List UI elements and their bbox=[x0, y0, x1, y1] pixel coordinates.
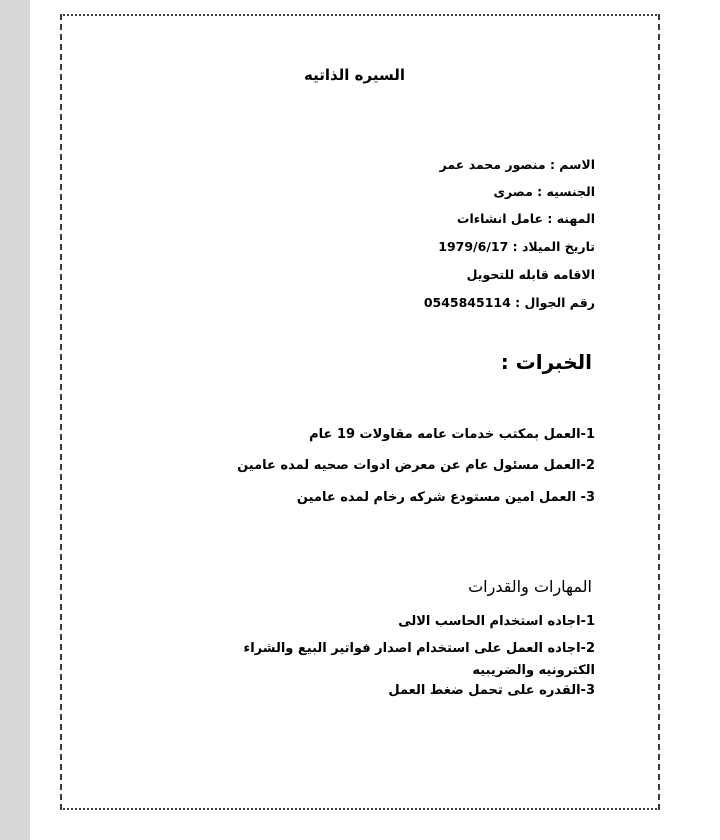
info-birthdate: تاريخ الميلاد : 1979/6/17 bbox=[438, 239, 595, 254]
experience-item: 2-العمل مسئول عام عن معرض ادوات صحيه لمده عامين bbox=[237, 458, 595, 473]
skill-item: 2-اجاده العمل على استخدام اصدار فواتير البيع والشراء الكترونيه والضريبيه bbox=[243, 641, 595, 678]
info-mobile: رقم الجوال : 0545845114 bbox=[423, 295, 595, 310]
skills-heading: المهارات والقدرات bbox=[468, 577, 592, 596]
skill-item: 1-اجاده استخدام الحاسب الالى bbox=[398, 614, 595, 629]
info-nationality: الجنسيه : مصرى bbox=[493, 184, 595, 199]
experience-heading: الخبرات : bbox=[500, 350, 592, 374]
info-name: الاسم : منصور محمد عمر bbox=[439, 157, 595, 172]
experience-item: 3- العمل امين مستودع شركه رخام لمده عامين bbox=[296, 490, 595, 505]
experience-item: 1-العمل بمكتب خدمات عامه مقاولات 19 عام bbox=[309, 427, 595, 442]
skill-item: 3-القدره على تحمل ضغط العمل bbox=[388, 683, 595, 698]
document-page bbox=[30, 0, 720, 840]
document-title: السيره الذاتيه bbox=[303, 66, 405, 84]
info-profession: المهنه : عامل انشاءات bbox=[456, 211, 595, 226]
info-residency: الاقامه قابله للتحويل bbox=[466, 267, 595, 282]
